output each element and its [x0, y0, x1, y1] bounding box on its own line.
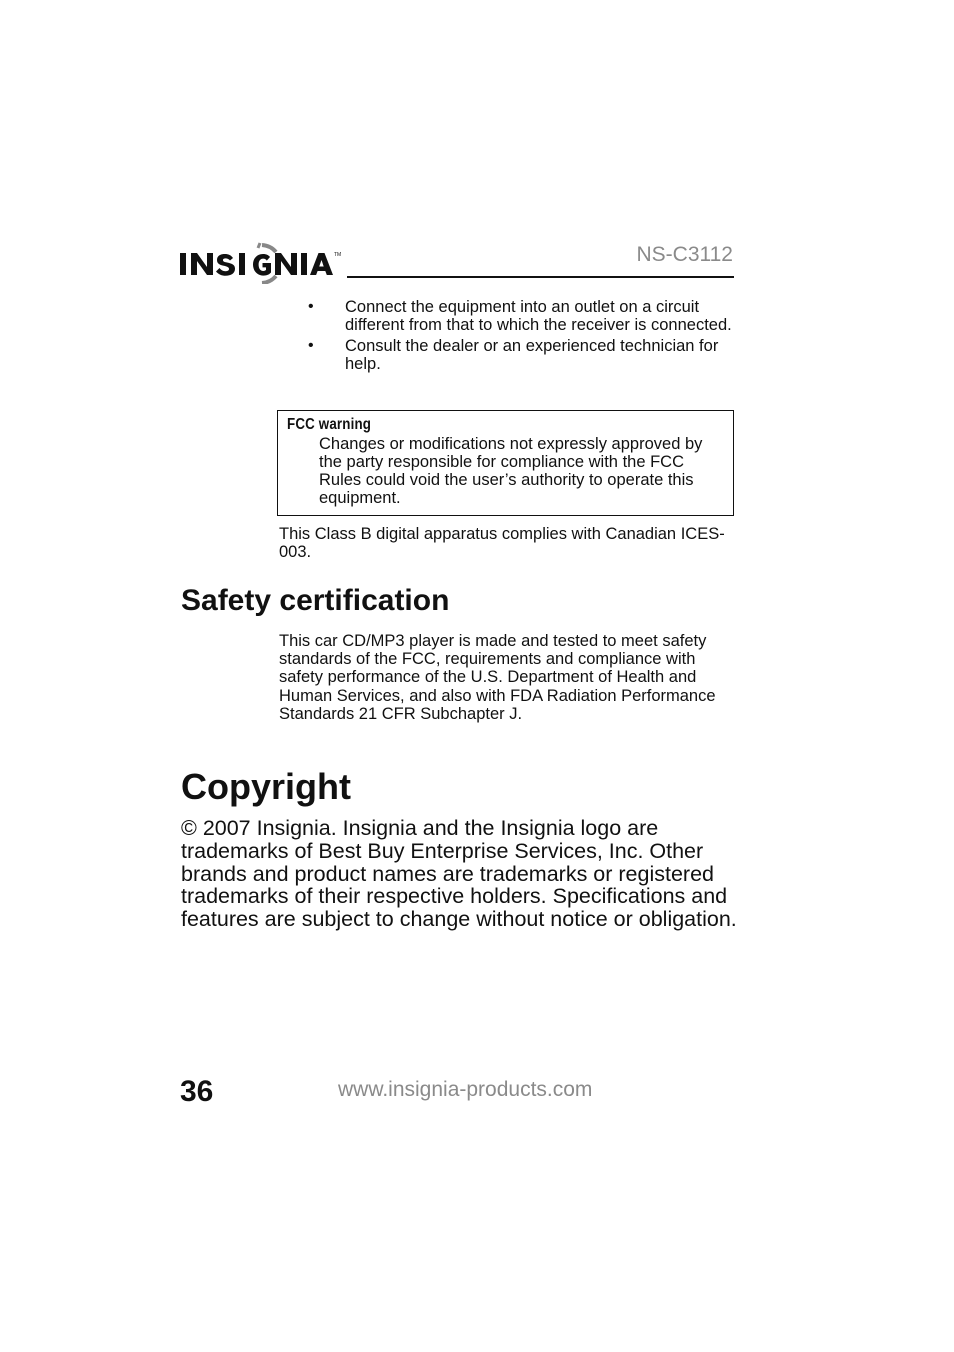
safety-heading: Safety certification: [181, 584, 450, 617]
class-b-statement: This Class B digital apparatus complies with Canadian ICES-003.: [279, 525, 725, 561]
insignia-logo-graphic: [180, 240, 344, 284]
page-number: 36: [180, 1075, 214, 1108]
copyright-heading: Copyright: [181, 766, 351, 807]
copyright-body: © 2007 Insignia. Insignia and the Insignia logo are trademarks of Best Buy Enterprise Services, Inc. Other brands and product names are trademarks or registered trademarks of their respective holders. Specifications and features are subject to change without notice or obligation.: [181, 816, 737, 932]
safety-body: This car CD/MP3 player is made and tested to meet safety standards of the FCC, requirements and compliance with safety performance of the U.S. Department of Health and Human Services, and also with FDA Radiation Performance Standards 21 CFR Subchapter J.: [279, 632, 716, 723]
fcc-warning-box: [277, 410, 734, 516]
model-number: NS-C3112: [636, 243, 733, 266]
bullet-list: [308, 298, 738, 376]
footer-url: www.insignia-products.com: [338, 1078, 593, 1101]
bullet-text: Connect the equipment into an outlet on a circuit different from that to which the receiver is connected.: [345, 298, 732, 334]
bullet-icon: •: [308, 337, 314, 354]
bullet-text: Consult the dealer or an experienced technician for help.: [345, 337, 719, 373]
bullet-icon: •: [308, 298, 314, 315]
header-rule: [347, 276, 734, 278]
fcc-warning-title: FCC warning: [287, 416, 372, 433]
fcc-warning-body: Changes or modifications not expressly approved by the party responsible for compliance with the FCC Rules could void the user’s authority to operate this equipment.: [319, 435, 703, 507]
svg-text:TM: TM: [334, 252, 342, 258]
insignia-logo: [180, 240, 344, 284]
list-item: [308, 298, 738, 334]
list-item: [308, 337, 738, 373]
